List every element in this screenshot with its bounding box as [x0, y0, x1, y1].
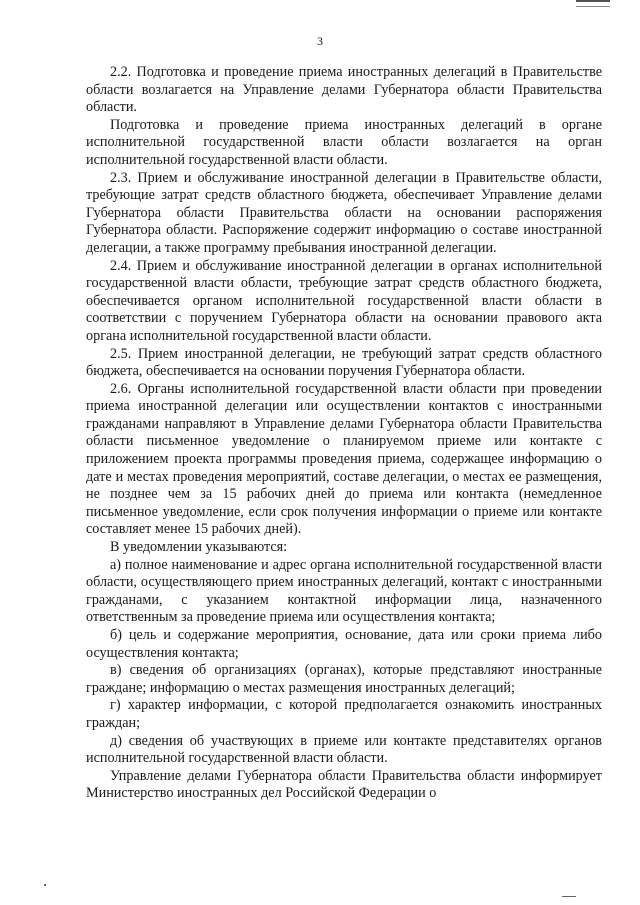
document-body: [86, 64, 602, 803]
list-item-g: г) характер информации, с которой предполагается ознакомить иностранных граждан;: [86, 697, 602, 731]
scan-artifact: [562, 896, 576, 897]
paragraph-2-2-continuation: Подготовка и проведение приема иностранных делегаций в органе исполнительной государственной власти области возлагается на орган исполнительной государственной власти области.: [86, 116, 602, 168]
paragraph-mfa-notification: Управление делами Губернатора области Правительства области информирует Министерство иностранных дел Российской Федерации о: [86, 767, 602, 802]
list-item-b: б) цель и содержание мероприятия, основание, дата или сроки приема либо осуществления контакта;: [86, 627, 602, 661]
scan-artifact: [44, 884, 46, 886]
paragraph-2-5: 2.5. Прием иностранной делегации, не требующий затрат средств областного бюджета, обеспечивается на основании поручения Губернатора области.: [86, 345, 602, 380]
scan-corner-mark: [576, 0, 610, 7]
list-item-v: в) сведения об организациях (органах), которые представляют иностранные граждане; информацию о местах размещения иностранных делегаций;: [86, 662, 602, 696]
notice-contents-intro: В уведомлении указываются:: [110, 539, 288, 556]
paragraph-2-4: 2.4. Прием и обслуживание иностранной делегации в органах исполнительной государственной власти области, требующие затрат средств областного бюджета, обеспечивается органом исполнительной государственной власти области в соответствии с поручением Губернатора области на основании правового акта органа исполнительной государственной власти области.: [86, 257, 602, 344]
list-item-d: д) сведения об участвующих в приеме или контакте представителях органов исполнительной государственной власти области.: [86, 732, 602, 767]
paragraph-2-3: 2.3. Прием и обслуживание иностранной делегации в Правительстве области, требующие затрат средств областного бюджета, обеспечивает Управление делами Губернатора области Правительства области на основании распоряжения Губернатора области. Распоряжение содержит информацию о составе иностранной делегации, а также программу пребывания иностранной делегации.: [86, 169, 602, 256]
list-item-a: а) полное наименование и адрес органа исполнительной государственной власти области, осуществляющего прием иностранных делегаций, контакт с иностранными гражданами, с указанием контактной информации лица, назначенного ответственным за проведение приема или осуществления контакта;: [86, 556, 602, 626]
paragraph-2-6: 2.6. Органы исполнительной государственной власти области при проведении приема иностранной делегации или осуществлении контактов с иностранными гражданами направляют в Управление делами Губернатора области Правительства области письменное уведомление о планируемом приеме или контакте с приложением проекта программы проведения приема, содержащее информацию о дате и местах проведения мероприятий, составе делегации, о местах ее размещения, не позднее чем за 15 рабочих дней до приема или контакта (немедленное письменное уведомление, если срок получения информации о приеме или контакте составляет менее 15 рабочих дней).: [86, 380, 602, 538]
paragraph-2-2: 2.2. Подготовка и проведение приема иностранных делегаций в Правительстве области возлагается на Управление делами Губернатора области Правительства области.: [86, 64, 602, 116]
page-number: 3: [317, 34, 323, 48]
